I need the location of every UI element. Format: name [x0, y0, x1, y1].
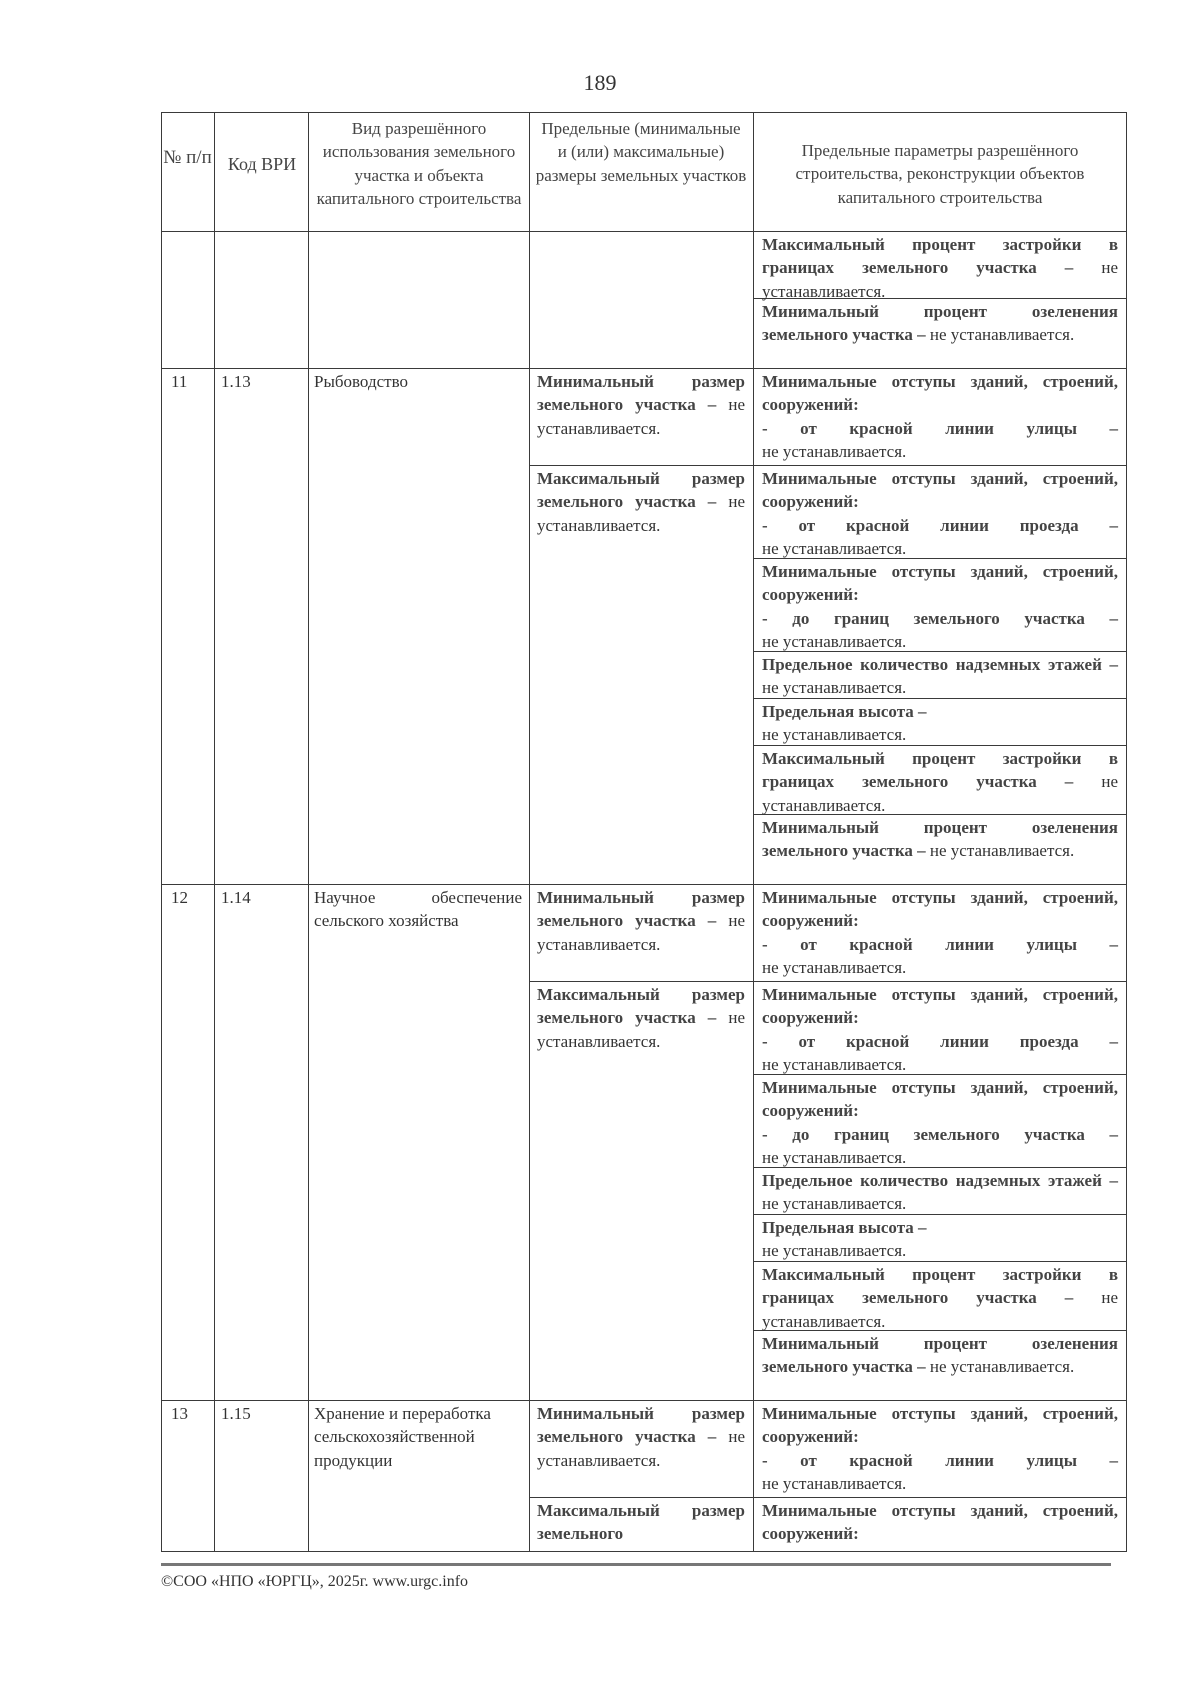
header-params: Предельные параметры разрешённого строительства, реконструкции объектов капитального строительства	[795, 141, 1085, 207]
build-percent: Максимальный процент застройки в границах земельного участка – не устанавливается.	[762, 749, 1119, 815]
setback-street: Минимальные отступы зданий, строений, сооружений: - от красной линии улицы – не устанавливается.	[762, 888, 1118, 977]
row-num: 13	[171, 1404, 188, 1423]
row-code: 1.14	[221, 888, 251, 907]
max-floors: Предельное количество надземных этажей – не устанавливается.	[762, 1171, 1118, 1214]
carryover-green-percent: Минимальный процент озеленения земельного участка – не устанавливается.	[762, 302, 1118, 345]
green-percent: Минимальный процент озеленения земельного участка – не устанавливается.	[762, 1334, 1118, 1377]
min-size: Минимальный размер земельного участка – не устанавливается.	[537, 888, 745, 954]
row-name: Хранение и переработка сельскохозяйственной продукции	[314, 1404, 491, 1470]
max-size: Максимальный размер земельного участка – не устанавливается.	[537, 469, 745, 535]
setback-driveway: Минимальные отступы зданий, строений, сооружений: - от красной линии проезда – не устанавливается.	[762, 985, 1118, 1074]
header-code: Код ВРИ	[227, 154, 297, 174]
carryover-build-percent: Максимальный процент застройки в границах земельного участка – не устанавливается.	[762, 235, 1119, 301]
setback-street: Минимальные отступы зданий, строений, сооружений: - от красной линии улицы – не устанавливается.	[762, 372, 1118, 461]
setback-boundary: Минимальные отступы зданий, строений, сооружений: - до границ земельного участка – не устанавливается.	[762, 562, 1118, 651]
header-num: № п/п	[163, 147, 212, 168]
footer-copyright: ©СОО «НПО «ЮРГЦ», 2025г. www.urgc.info	[161, 1573, 469, 1590]
min-size: Минимальный размер земельного участка – не устанавливается.	[537, 1404, 745, 1470]
build-percent: Максимальный процент застройки в границах земельного участка – не устанавливается.	[762, 1265, 1119, 1331]
page-number: 189	[583, 70, 617, 95]
setback-boundary: Минимальные отступы зданий, строений, сооружений: - до границ земельного участка – не устанавливается.	[762, 1078, 1118, 1167]
footer-divider	[161, 1563, 1111, 1566]
row-code: 1.13	[221, 372, 251, 391]
setback-driveway: Минимальные отступы зданий, строений, сооружений: - от красной линии проезда – не устанавливается.	[762, 469, 1118, 558]
header-kind: Вид разрешённого использования земельного участка и объекта капитального строительства	[316, 119, 522, 208]
row-name: Рыбоводство	[314, 372, 408, 391]
row-num: 12	[171, 888, 188, 907]
setback-street: Минимальные отступы зданий, строений, сооружений: - от красной линии улицы – не устанавливается.	[762, 1404, 1118, 1493]
regulations-table	[161, 112, 1127, 1552]
green-percent: Минимальный процент озеленения земельного участка – не устанавливается.	[762, 818, 1118, 861]
setback-partial: Минимальные отступы зданий, строений, сооружений:	[762, 1501, 1118, 1544]
max-height: Предельная высота – не устанавливается.	[762, 1218, 927, 1261]
row-code: 1.15	[221, 1404, 251, 1423]
max-size: Максимальный размер земельного участка – не устанавливается.	[537, 985, 745, 1051]
min-size: Минимальный размер земельного участка – не устанавливается.	[537, 372, 745, 438]
row-name: Научное обеспечение сельского хозяйства	[314, 888, 522, 931]
max-size: Максимальный размер земельного	[537, 1501, 745, 1544]
max-height: Предельная высота – не устанавливается.	[762, 702, 927, 745]
max-floors: Предельное количество надземных этажей – не устанавливается.	[762, 655, 1118, 698]
row-num: 11	[171, 372, 188, 391]
header-sizes: Предельные (минимальные и (или) максимальные) размеры земельных участков	[535, 119, 747, 185]
